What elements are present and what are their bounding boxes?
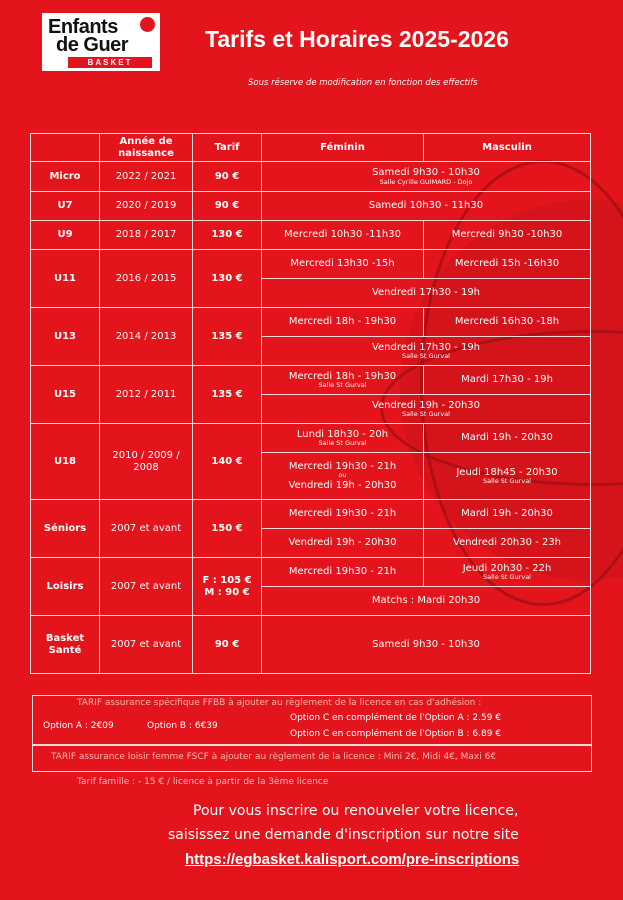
venue-note: Salle St Gurval <box>402 410 450 419</box>
table-row <box>31 424 591 453</box>
feminine-cell: Mercredi 10h30 -11h30 <box>262 221 424 250</box>
venue-note: Salle St Gurval <box>402 352 450 361</box>
schedule-text: Mercredi 19h30 - 21h <box>288 460 397 472</box>
option-c1: Option C en complément de l'Option A : 2.59 € <box>290 713 502 723</box>
venue-note: Salle St Gurval <box>483 573 531 582</box>
category-cell: U9 <box>31 221 100 250</box>
table-row <box>31 221 591 250</box>
category-cell: U15 <box>31 366 100 424</box>
masculine-cell: Mardi 19h - 20h30 <box>424 424 591 453</box>
schedule-cell: Vendredi 17h30 - 19h <box>262 279 591 308</box>
logo-text: Enfants <box>48 16 118 38</box>
year-cell: 2007 et avant <box>100 500 193 558</box>
feminine-cell: Vendredi 19h - 20h30 <box>262 529 424 558</box>
category-cell: U18 <box>31 424 100 500</box>
year-cell: 2016 / 2015 <box>100 250 193 308</box>
price-male: M : 90 € <box>204 586 250 598</box>
category-cell: Loisirs <box>31 558 100 616</box>
schedule-text: Vendredi 17h30 - 19h <box>371 341 481 353</box>
table-row <box>31 250 591 279</box>
category-cell: Micro <box>31 162 100 192</box>
schedule-text: Samedi 9h30 - 10h30 <box>372 167 480 179</box>
masculine-cell: Mardi 17h30 - 19h <box>424 366 591 395</box>
price-cell: 135 € <box>193 366 262 424</box>
price-cell <box>193 558 262 616</box>
cta-line-2: saisissez une demande d'inscription sur notre site <box>168 827 519 843</box>
family-rate: Tarif famille : - 15 € / licence à partir de la 3ème licence <box>77 777 329 787</box>
category-cell <box>31 616 100 674</box>
logo-text: de Guer <box>56 34 129 56</box>
schedule-cell: Samedi 10h30 - 11h30 <box>262 192 591 221</box>
header-cell: Tarif <box>193 134 262 162</box>
venue-note: Salle St Gurval <box>318 439 367 448</box>
schedule-text: Jeudi 18h45 - 20h30 <box>456 466 558 478</box>
option-c2: Option C en complément de l'Option B : 6.89 € <box>290 729 502 739</box>
club-logo <box>42 13 160 71</box>
page-title: Tarifs et Horaires 2025-2026 <box>205 26 509 52</box>
category-cell: U13 <box>31 308 100 366</box>
category-cell: Séniors <box>31 500 100 558</box>
year-cell: 2007 et avant <box>100 616 193 674</box>
year-cell: 2020 / 2019 <box>100 192 193 221</box>
venue-note: Salle St Gurval <box>483 477 531 486</box>
cta-line-1: Pour vous inscrire ou renouveler votre licence, <box>193 803 519 819</box>
feminine-cell <box>262 366 424 395</box>
venue-note: Salle Cyrille GUIMARD - Dojo <box>379 177 473 186</box>
masculine-cell: Mercredi 9h30 -10h30 <box>424 221 591 250</box>
fscf-text: TARIF assurance loisir femme FSCF à ajouter au règlement de la licence : Mini 2€, Midi 4€, Maxi 6€ <box>51 752 497 762</box>
price-cell: 90 € <box>193 616 262 674</box>
category-text: Santé <box>48 644 82 656</box>
option-b: Option B : 6€39 <box>147 721 218 731</box>
year-cell: 2022 / 2021 <box>100 162 193 192</box>
year-cell: 2014 / 2013 <box>100 308 193 366</box>
table-header-row <box>31 134 591 162</box>
year-cell: 2010 / 2009 / 2008 <box>100 424 193 500</box>
schedule-table <box>30 133 591 674</box>
table-row <box>31 500 591 529</box>
masculine-cell <box>424 453 591 500</box>
price-cell: 140 € <box>193 424 262 500</box>
feminine-cell: Mercredi 18h - 19h30 <box>262 308 424 337</box>
table-row <box>31 308 591 337</box>
schedule-cell <box>262 337 591 366</box>
logo-ball-icon <box>140 17 155 32</box>
price-cell: 90 € <box>193 192 262 221</box>
schedule-cell <box>262 395 591 424</box>
schedule-text: Lundi 18h30 - 20h <box>296 428 389 440</box>
masculine-cell: Mercredi 16h30 -18h <box>424 308 591 337</box>
category-text: Basket <box>45 633 85 644</box>
table-row <box>31 558 591 587</box>
schedule-text: Mercredi 18h - 19h30 <box>288 370 397 382</box>
table-row <box>31 192 591 221</box>
masculine-cell: Vendredi 20h30 - 23h <box>424 529 591 558</box>
price-cell: 90 € <box>193 162 262 192</box>
schedule-text: Vendredi 19h - 20h30 <box>288 479 397 491</box>
insurance-title: TARIF assurance spécifique FFBB à ajouter au règlement de la licence en cas d'adhésion : <box>77 698 482 708</box>
schedule-cell <box>262 162 591 192</box>
feminine-cell: Mercredi 19h30 - 21h <box>262 500 424 529</box>
price-cell: 150 € <box>193 500 262 558</box>
price-cell: 130 € <box>193 250 262 308</box>
category-cell: U7 <box>31 192 100 221</box>
table-row <box>31 366 591 395</box>
feminine-cell: Mercredi 13h30 -15h <box>262 250 424 279</box>
schedule-text: Vendredi 19h - 20h30 <box>371 399 481 411</box>
masculine-cell: Mardi 19h - 20h30 <box>424 500 591 529</box>
year-cell: 2018 / 2017 <box>100 221 193 250</box>
header-cell <box>31 134 100 162</box>
header-cell: Féminin <box>262 134 424 162</box>
venue-note: Salle St Gurval <box>318 381 367 390</box>
or-text: ou <box>338 471 347 480</box>
schedule-text: Jeudi 20h30 - 22h <box>462 562 552 574</box>
option-a: Option A : 2€09 <box>43 721 114 731</box>
price-cell: 135 € <box>193 308 262 366</box>
registration-link[interactable]: https://egbasket.kalisport.com/pre-inscriptions <box>185 851 520 868</box>
table-row <box>31 162 591 192</box>
feminine-cell <box>262 453 424 500</box>
table-row <box>31 616 591 674</box>
feminine-cell: Mercredi 19h30 - 21h <box>262 558 424 587</box>
year-cell: 2012 / 2011 <box>100 366 193 424</box>
header-cell: Année de naissance <box>100 134 193 162</box>
schedule-cell: Matchs : Mardi 20h30 <box>262 587 591 616</box>
category-cell: U11 <box>31 250 100 308</box>
schedule-cell: Samedi 9h30 - 10h30 <box>262 616 591 674</box>
page-subtitle: Sous réserve de modification en fonction des effectifs <box>248 78 478 88</box>
header-cell: Masculin <box>424 134 591 162</box>
masculine-cell: Mercredi 15h -16h30 <box>424 250 591 279</box>
price-female: F : 105 € <box>202 575 252 586</box>
logo-subtitle: BASKET <box>68 57 152 68</box>
feminine-cell <box>262 424 424 453</box>
masculine-cell <box>424 558 591 587</box>
price-cell: 130 € <box>193 221 262 250</box>
year-cell: 2007 et avant <box>100 558 193 616</box>
